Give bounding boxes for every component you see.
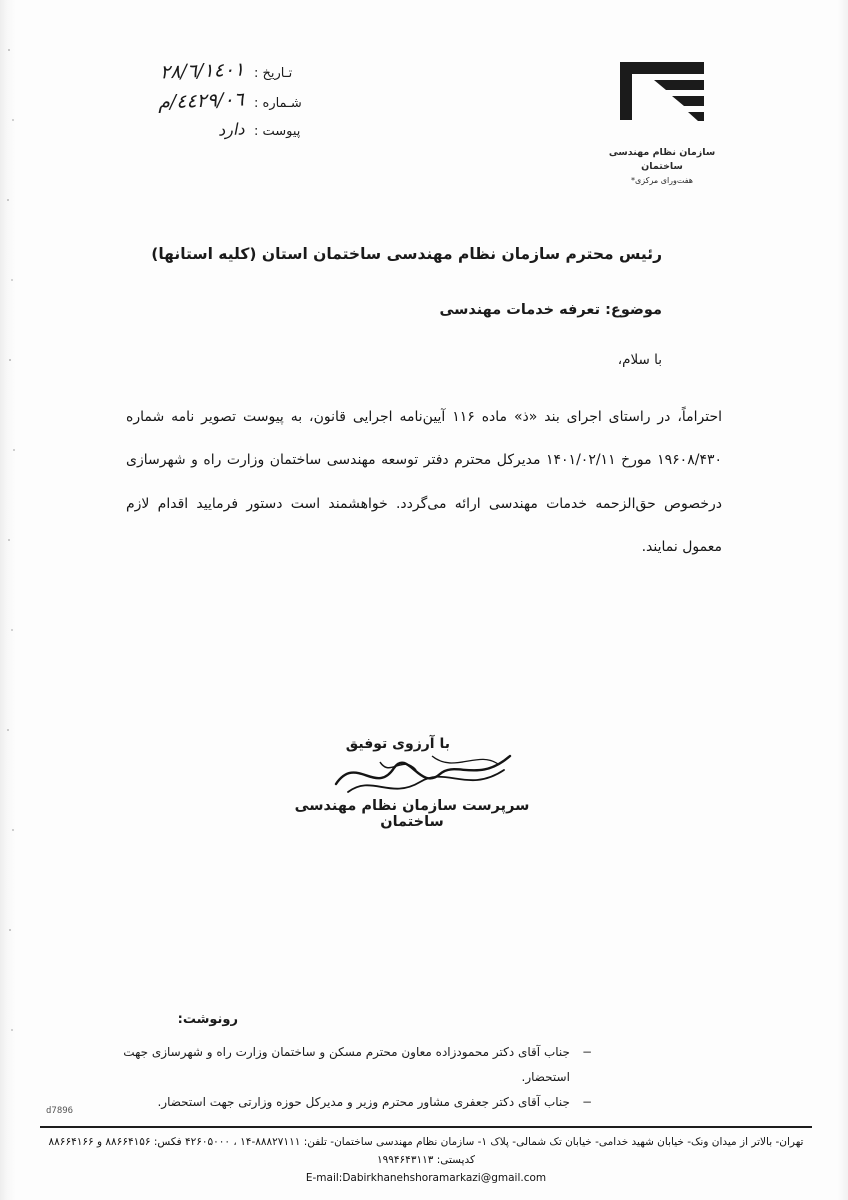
scan-speckle-artifacts bbox=[6, 30, 16, 1150]
letter-meta-block bbox=[88, 60, 328, 150]
footer-email: E-mail:Dabirkhanehshoramarkazi@gmail.com bbox=[305, 1171, 547, 1184]
scan-edge-right bbox=[838, 0, 848, 1200]
cc-item-text: جناب آقای دکتر محمودزاده معاون محترم مسکن و ساختمان وزارت راه و شهرسازی جهت استحضار. bbox=[123, 1045, 570, 1085]
footer-address: تهران- بالاتر از میدان ونک- خیابان شهید خدامی- خیابان تک شمالی- پلاک ۱- سازمان نظام مهندسی ساختمان- تلفن: ۸۸۸۲۷۱۱۱-۱۴ ، ۴۲۶۰۵۰۰۰ فکس: ۸۸۶۶۴۱۵۶ و ۸۸۶۶۴۱۶۶ کدپستی: ۱۹۹۴۶۴۳۱۱۳ bbox=[48, 1136, 804, 1166]
meta-row-number bbox=[88, 90, 328, 120]
closing-wish: با آرزوی توفیق bbox=[345, 736, 450, 752]
letter-body: احتراماً، در راستای اجرای بند «ذ» ماده ۱۱۶ آیین‌نامه اجرایی قانون، به پیوست تصویر نامه شماره ۱۹۶۰۸/۴۳۰ مورخ ۱۴۰۱/۰۲/۱۱ مدیرکل محترم دفتر توسعه مهندسی ساختمان وزارت راه و شهرسازی درخصوص حق‌الزحمه خدمات مهندسی ارائه می‌گردد. خواهشمند است دستور فرمایید اقدام لازم معمول نمایند. bbox=[126, 409, 722, 556]
meta-label-date: تـاریخ : bbox=[254, 66, 293, 81]
meta-row-date bbox=[88, 60, 328, 90]
subject-line: موضوع: تعرفه خدمات مهندسی bbox=[439, 302, 662, 318]
logo-caption-line-1: سازمان نظام مهندسی ساختمان bbox=[608, 147, 716, 173]
meta-value-date: ۱٤۰۱/٦/۲۸ bbox=[159, 58, 245, 84]
cc-list bbox=[102, 1040, 722, 1116]
engineering-org-logo-icon bbox=[614, 58, 710, 136]
meta-label-attachment: پیوست : bbox=[254, 124, 301, 139]
logo-caption-line-2: هفت‌ورای مرکزی* bbox=[630, 175, 694, 185]
organization-logo bbox=[602, 58, 722, 187]
signer-title: سرپرست سازمان نظام مهندسی ساختمان bbox=[294, 798, 530, 830]
cc-heading: رونوشت: bbox=[177, 1012, 238, 1027]
cc-bullet-dash: − bbox=[581, 1045, 592, 1059]
salutation: با سلام، bbox=[617, 352, 662, 368]
meta-value-number: ٤٤۲۹/۰٦/م bbox=[157, 88, 245, 114]
footer-contact-block bbox=[40, 1134, 812, 1188]
meta-row-attachment bbox=[88, 120, 328, 150]
addressee-line: رئیس محترم سازمان نظام مهندسی ساختمان استان (کلیه استانها) bbox=[151, 245, 662, 263]
handwritten-signature bbox=[328, 744, 518, 806]
cc-list-item bbox=[102, 1090, 722, 1115]
cc-bullet-dash: − bbox=[581, 1095, 592, 1110]
cc-list-item bbox=[102, 1040, 722, 1090]
cc-item-text: جناب آقای دکتر جعفری مشاور محترم وزیر و مدیرکل حوزه وزارتی جهت استحضار. bbox=[157, 1095, 570, 1110]
meta-label-number: شـماره : bbox=[254, 96, 302, 111]
footer-divider bbox=[40, 1126, 812, 1128]
document-code: d7896 bbox=[46, 1106, 74, 1116]
meta-value-attachment: دارد bbox=[217, 119, 245, 140]
